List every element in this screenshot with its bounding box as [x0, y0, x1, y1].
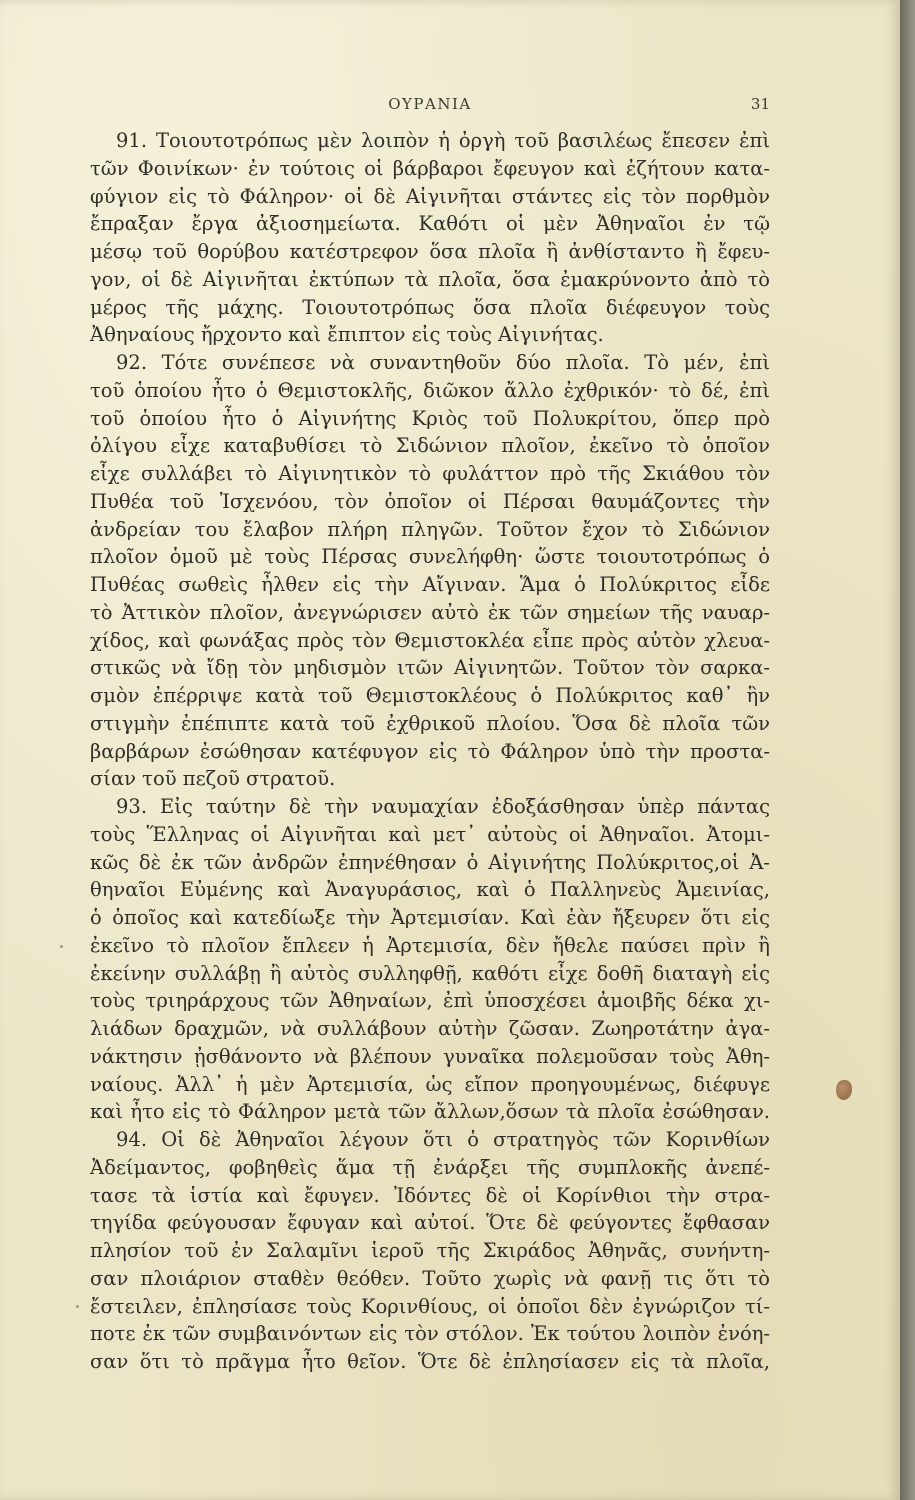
page-number: 31 [750, 95, 770, 113]
text-line-p91-start: 91. Τοιουτοτρόπως μὲν λοιπὸν ἡ ὀργὴ τοῦ βασιλέως ἔπεσεν ἐπὶ [116, 129, 770, 152]
text-line: πλοῖον ὁμοῦ μὲ τοὺς Πέρσας συνελήφθη· ὥστε τοιουτοτρόπως ὁ [90, 545, 770, 569]
text-line: Ἀδείμαντος, φοβηθεὶς ἅμα τῇ ἐνάρξει τῆς συμπλοκῆς ἀνεπέ- [90, 1155, 770, 1179]
text-line: μέρος τῆς μάχης. Τοιουτοτρόπως ὅσα πλοῖα διέφευγον τοὺς [90, 295, 770, 319]
text-line: σμὸν ἐπέρριψε κατὰ τοῦ Θεμιστοκλέους ὁ Πολύκριτος καθ᾽ ἣν [90, 684, 770, 707]
text-line: φύγιον εἰς τὸ Φάληρον· οἱ δὲ Αἰγινῆται στάντες εἰς τὸν πορθμὸν [90, 184, 770, 208]
text-line: σαν ὅτι τὸ πρᾶγμα ἦτο θεῖον. Ὅτε δὲ ἐπλησίασεν εἰς τὰ πλοῖα, [90, 1350, 770, 1373]
text-line: τοῦ ὁποίου ἦτο ὁ Θεμιστοκλῆς, διῶκον ἄλλο ἐχθρικόν· τὸ δέ, ἐπὶ [90, 378, 770, 402]
text-line: τηγίδα φεύγουσαν ἔφυγαν καὶ αὐτοί. Ὅτε δὲ φεύγοντες ἔφθασαν [90, 1211, 770, 1235]
text-line: κῶς δὲ ἐκ τῶν ἀνδρῶν ἐπηνέθησαν ὁ Αἰγινήτης Πολύκριτος,οἱ Ἀ- [90, 850, 770, 874]
text-line: πλησίον τοῦ ἐν Σαλαμῖνι ἱεροῦ τῆς Σκιράδος Ἀθηνᾶς, συνήντη- [90, 1239, 770, 1262]
text-line: νάκτησιν ᾐσθάνοντο νὰ βλέπουν γυναῖκα πολεμοῦσαν τοὺς Ἀθη- [90, 1044, 770, 1068]
text-line-p93-start: 93. Εἰς ταύτην δὲ τὴν ναυμαχίαν ἐδοξάσθησαν ὑπὲρ πάντας [116, 795, 770, 818]
text-line: ἐκείνην συλλάβῃ ἢ αὐτὸς συλληφθῇ, καθότι εἶχε δοθῆ διαταγὴ εἰς [90, 961, 770, 985]
running-title: ΟΥΡΑΝΙΑ [388, 95, 472, 113]
text-line: τὸ Ἀττικὸν πλοῖον, ἀνεγνώρισεν αὐτὸ ἐκ τῶν σημείων τῆς ναυαρ- [90, 600, 770, 624]
text-line: τοὺς Ἕλληνας οἱ Αἰγινῆται καὶ μετ᾽ αὐτοὺς οἱ Ἀθηναῖοι. Ἀτομι- [90, 822, 770, 846]
text-line: τασε τὰ ἱστία καὶ ἔφυγεν. Ἰδόντες δὲ οἱ Κορίνθιοι τὴν στρα- [90, 1183, 770, 1207]
text-line: Ἀθηναίους ἤρχοντο καὶ ἔπιπτον εἰς τοὺς Αἰγινήτας. [90, 323, 604, 347]
text-line: τοὺς τριηράρχους τῶν Ἀθηναίων, ἐπὶ ὑποσχέσει ἀμοιβῆς δέκα χι- [90, 989, 770, 1013]
text-line-p92-start: 92. Τότε συνέπεσε νὰ συναντηθοῦν δύο πλοῖα. Τὸ μέν, ἐπὶ [116, 351, 770, 374]
text-line: Πυθέα τοῦ Ἰσχενόου, τὸν ὁποῖον οἱ Πέρσαι θαυμάζοντες τὴν [90, 489, 770, 513]
text-line: θηναῖοι Εὐμένης καὶ Ἀναγυράσιος, καὶ ὁ Παλληνεὺς Ἀμεινίας, [90, 878, 770, 902]
text-line: ὀλίγου εἶχε καταβυθίσει τὸ Σιδώνιον πλοῖον, ἐκεῖνο τὸ ὁποῖον [90, 434, 770, 458]
text-line: τῶν Φοινίκων· ἐν τούτοις οἱ βάρβαροι ἔφευγον καὶ ἐζήτουν κατα- [90, 156, 770, 180]
text-line: λιάδων δραχμῶν, νὰ συλλάβουν αὐτὴν ζῶσαν. Ζωηροτάτην ἀγα- [90, 1017, 770, 1040]
ink-blot [836, 1080, 852, 1100]
text-line: σαν πλοιάριον σταθὲν θεόθεν. Τοῦτο χωρὶς νὰ φανῇ τις ὅτι τὸ [90, 1266, 770, 1290]
text-line: εἶχε συλλάβει τὸ Αἰγινητικὸν τὸ φυλάττον πρὸ τῆς Σκιάθου τὸν [90, 462, 770, 485]
text-line: ἔστειλεν, ἐπλησίασε τοὺς Κορινθίους, οἱ ὁποῖοι δὲν ἐγνώριζον τί- [90, 1294, 770, 1318]
page-edge-shadow [900, 0, 915, 1500]
text-line: ἀνδρείαν του ἔλαβον πλήρη πληγῶν. Τοῦτον ἔχον τὸ Σιδώνιον [90, 517, 770, 541]
text-line: Πυθέας σωθεὶς ἦλθεν εἰς τὴν Αἴγιναν. Ἅμα ὁ Πολύκριτος εἶδε [90, 573, 770, 596]
text-line: σίαν τοῦ πεζοῦ στρατοῦ. [90, 767, 336, 791]
text-line: στικῶς νὰ ἴδῃ τὸν μηδισμὸν ιτῶν Αἰγινητῶν. Τοῦτον τὸν σαρκα- [90, 656, 770, 680]
text-line: στιγμὴν ἐπέπιπτε κατὰ τοῦ ἐχθρικοῦ πλοίου. Ὅσα δὲ πλοῖα τῶν [90, 711, 770, 735]
text-line: ἐκεῖνο τὸ πλοῖον ἔπλεεν ἡ Ἀρτεμισία, δὲν ἤθελε παύσει πρὶν ἢ [90, 933, 770, 957]
body-text [90, 127, 770, 1376]
text-line: ἔπραξαν ἔργα ἀξιοσημείωτα. Καθότι οἱ μὲν Ἀθηναῖοι ἐν τῷ [90, 212, 770, 236]
text-line: ναίους. Ἀλλ᾽ ἡ μὲν Ἀρτεμισία, ὡς εἴπον προηγουμένως, διέφυγε [90, 1072, 770, 1096]
paper-speck [60, 945, 63, 948]
text-line-p94-start: 94. Οἱ δὲ Ἀθηναῖοι λέγουν ὅτι ὁ στρατηγὸς τῶν Κορινθίων [116, 1128, 770, 1151]
text-line: ποτε ἐκ τῶν συμβαινόντων εἰς τὸν στόλον. Ἐκ τούτου λοιπὸν ἐνόη- [90, 1322, 770, 1346]
text-line: μέσῳ τοῦ θορύβου κατέστρεφον ὅσα πλοῖα ἢ ἀνθίσταντο ἢ ἔφευ- [90, 240, 770, 263]
text-line: βαρβάρων ἐσώθησαν κατέφυγον εἰς τὸ Φάληρον ὑπὸ τὴν προστα- [90, 739, 770, 763]
text-line: καὶ ἦτο εἰς τὸ Φάληρον μετὰ τῶν ἄλλων,ὅσων τὰ πλοῖα ἐσώθησαν. [90, 1100, 770, 1124]
running-head [90, 95, 770, 117]
text-line: τοῦ ὁποίου ἦτο ὁ Αἰγινήτης Κριὸς τοῦ Πολυκρίτου, ὅπερ πρὸ [90, 406, 770, 430]
paper-speck [76, 1305, 79, 1308]
text-line: γον, οἱ δὲ Αἰγινῆται ἐκτύπων τὰ πλοῖα, ὅσα ἐμακρύνοντο ἀπὸ τὸ [90, 267, 770, 291]
text-line: χίδος, καὶ φωνάξας πρὸς τὸν Θεμιστοκλέα εἶπε πρὸς αὐτὸν χλευα- [90, 628, 770, 652]
text-line: ὁ ὁποῖος καὶ κατεδίωξε τὴν Ἀρτεμισίαν. Καὶ ἐὰν ἤξευρεν ὅτι εἰς [90, 906, 770, 929]
